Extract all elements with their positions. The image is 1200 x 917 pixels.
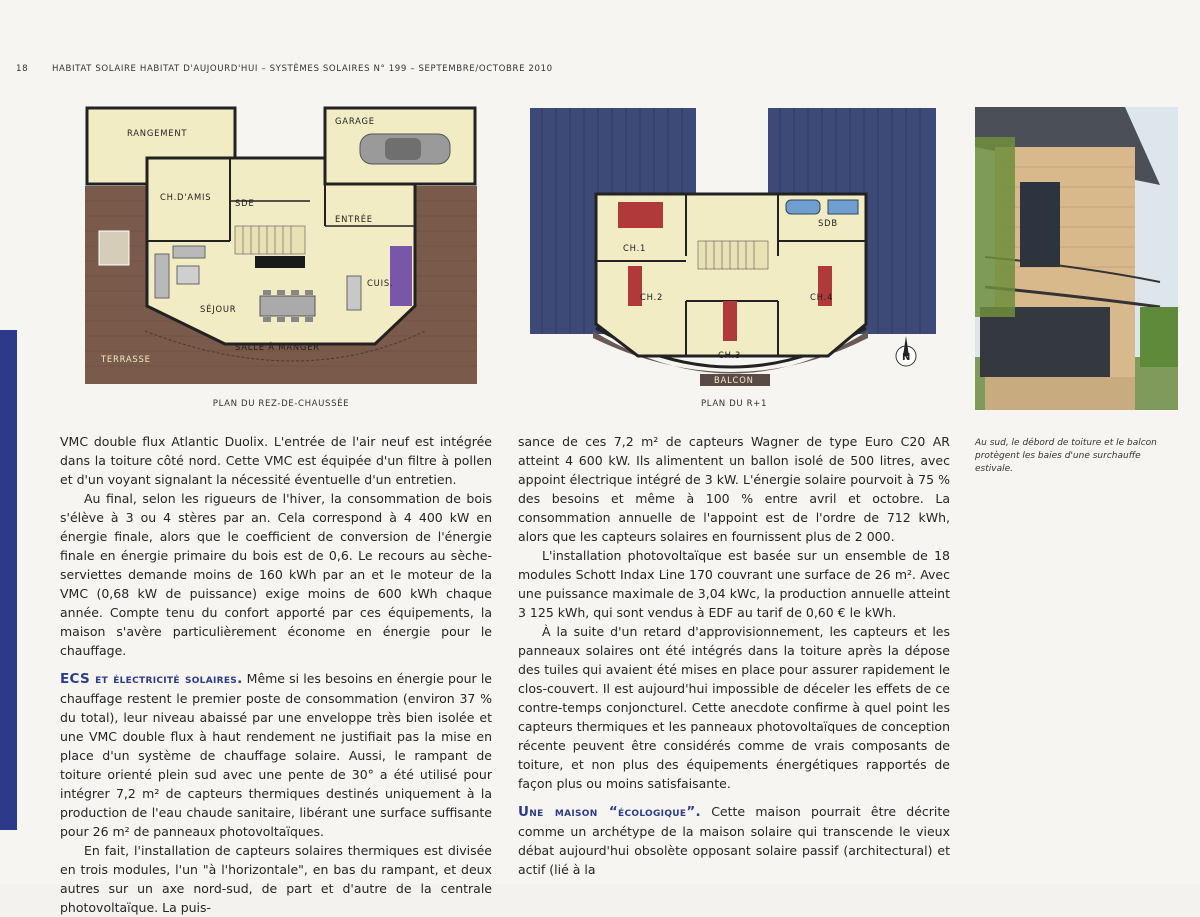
- running-title: HABITAT SOLAIRE HABITAT D'AUJOURD'HUI – SYSTÈMES SOLAIRES N° 199 – SEPTEMBRE/OCTOBRE 2010: [52, 64, 553, 74]
- paragraph: À la suite d'un retard d'approvisionnement, les capteurs et les panneaux solaires ont été intégrés dans la toiture après la dépose des tuiles qui avaient été mises en place pour assurer rapidement le clos-couvert. Il est aujourd'hui impossible de déceler les effets de ce contre-temps conjoncturel. Cette anecdote confirme à quel point les capteurs thermiques et les panneaux photovoltaïques de conception récente peuvent être considérés comme de vrais composants de toiture, et non plus des équipements énergétiques rapportés de façon plus ou moins satisfaisante.: [518, 624, 950, 791]
- room-label-ch1: CH.1: [623, 243, 647, 253]
- paragraph: En fait, l'installation de capteurs solaires thermiques est divisée en trois modules, l'un "à l'horizontale", en bas du rampant, et deux autres sur un axe nord-sud, de part et d'autre de la centrale photovoltaïque. La puis-: [60, 843, 492, 915]
- room-label-terrasse: TERRASSE: [101, 354, 151, 364]
- section-heading-maison-ecologique: Une maison “écologique”.: [518, 804, 701, 820]
- compass-north-label: N: [902, 352, 911, 363]
- paragraph-with-heading: [60, 669, 492, 841]
- room-label-sdb: SDB: [818, 218, 838, 228]
- room-label-entree: ENTRÉE: [335, 214, 373, 224]
- photo-caption: Au sud, le débord de toiture et le balcon protègent les baies d'une surchauffe estivale.: [975, 438, 1157, 474]
- room-label-ch4: CH.4: [810, 292, 834, 302]
- compass-icon: [896, 336, 916, 366]
- paragraph: Au final, selon les rigueurs de l'hiver, la consommation de bois s'élève à 3 ou 4 stères par an. Cela correspond à 4 400 kW en énergie finale, alors que le coefficient de conversion de l'énergie finale en énergie primaire du bois est de 0,6. Le recours au sèche-serviettes demande moins de 160 kWh par an et le moteur de la VMC (0,68 kW de puissance) exige moins de 600 kWh chaque année. Compte tenu du confort apporté par ces équipements, la maison s'avère particulièrement économe en énergie pour le chauffage.: [60, 491, 492, 658]
- paragraph-text: Cette maison pourrait être décrite comme un archétype de la maison solaire qui transcende le vieux débat aujourd'hui obsolète opposant solaire passif (architectural) et actif (lié à la: [518, 804, 950, 877]
- caption-upper-floor: PLAN DU R+1: [700, 399, 768, 409]
- page-spine-bar: [0, 330, 17, 830]
- text-column-right: [518, 432, 950, 879]
- room-label-rangement: RANGEMENT: [127, 128, 188, 138]
- paragraph: L'installation photovoltaïque est basée sur un ensemble de 18 modules Schott Indax Line 170 couvrant une surface de 26 m². Avec une puissance maximale de 3,04 kWc, la production annuelle atteint 3 125 kWh, qui sont vendus à EDF au tarif de 0,60 € le kWh.: [518, 548, 950, 620]
- room-label-salle-a-manger: SALLE À MANGER: [235, 342, 320, 352]
- car-icon: [360, 134, 450, 164]
- ground-floor-plan: [85, 106, 477, 384]
- house-photo: [975, 107, 1178, 410]
- paragraph-text: Même si les besoins en énergie pour le chauffage restent le premier poste de consommation (environ 37 % du total), leur niveau abaissé par une enveloppe très bien isolée et une VMC double flux à haut rendement ne justifiait pas la mise en place d'un système de chauffage solaire. Aussi, le rampant de toiture orienté plein sud avec une pente de 30° a été utilisé pour intégrer 7,2 m² de capteurs thermiques destinés uniquement à la production de l'eau chaude sanitaire, libérant une surface suffisante pour 26 m² de panneaux photovoltaïques.: [60, 671, 492, 839]
- room-label-balcon: BALCON: [714, 375, 754, 385]
- room-label-garage: GARAGE: [335, 116, 375, 126]
- paragraph: sance de ces 7,2 m² de capteurs Wagner de type Euro C20 AR atteint 4 600 kW. Ils alimentent un ballon isolé de 500 litres, avec appoint électrique intégré de 3 kW. L'énergie solaire pourvoit à 75 % des besoins et même à 100 % entre avril et octobre. La consommation annuelle de l'appoint est de l'ordre de 712 kWh, alors que les capteurs solaires en fournissent plus de 2 000.: [518, 434, 950, 544]
- room-label-cuisine: CUIS.: [367, 278, 394, 288]
- caption-ground-floor: PLAN DU REZ-DE-CHAUSSÉE: [212, 399, 350, 409]
- room-label-sejour: SÉJOUR: [200, 304, 237, 314]
- room-label-ch3: CH.3: [718, 350, 742, 360]
- running-header: [16, 64, 553, 74]
- page-number: 18: [16, 64, 29, 74]
- paragraph: VMC double flux Atlantic Duolix. L'entrée de l'air neuf est intégrée dans la toiture côté nord. Cette VMC est équipée d'un filtre à pollen et d'un voyant signalant la nécessité éventuelle d'un entretien.: [60, 434, 492, 487]
- text-column-left: [60, 432, 492, 917]
- room-label-chambre-amis: CH.D'AMIS: [160, 192, 212, 202]
- upper-floor-plan: [528, 106, 940, 393]
- room-label-ch2: CH.2: [640, 292, 664, 302]
- paragraph-with-heading: [518, 802, 950, 879]
- room-label-sde: SDE: [235, 198, 255, 208]
- section-heading-ecs: ECS et électricité solaires.: [60, 671, 243, 687]
